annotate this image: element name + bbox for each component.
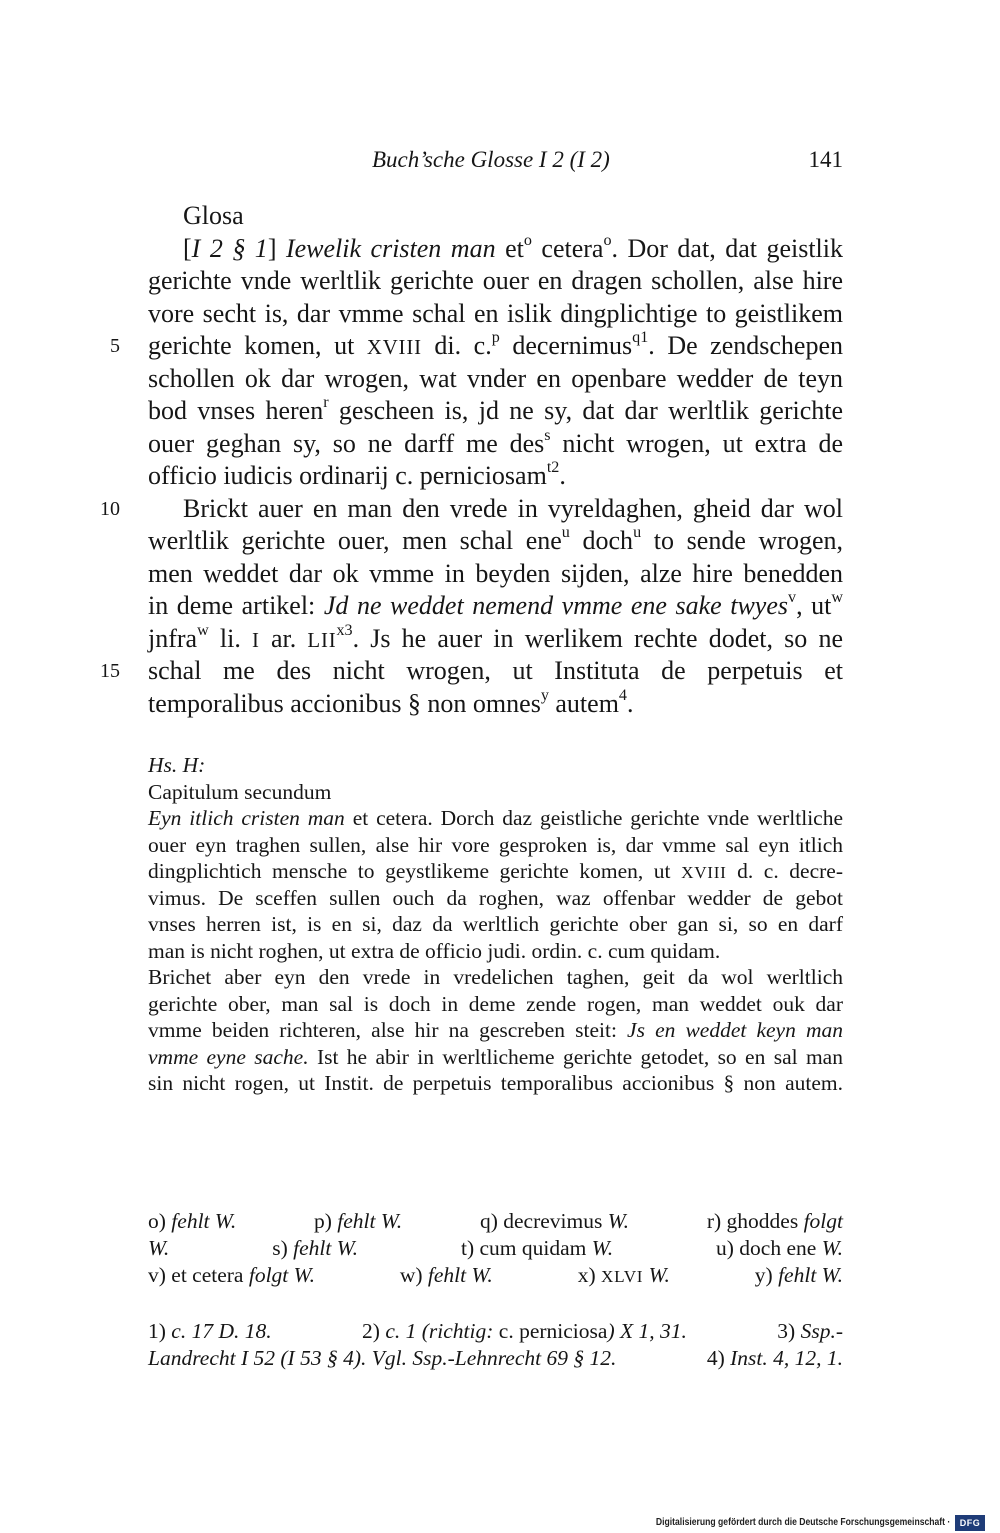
note-marker: y xyxy=(540,686,549,704)
text-run: werltlik gerichte ouer, men schal ene xyxy=(148,526,562,555)
text-run: temporalibus accionibus § non omnes xyxy=(148,688,541,718)
text-run: gerichte vnde werltlik gerichte ouer en dragen schollen, alse hire xyxy=(148,266,843,295)
text-run: . Js he auer in werlikem rechte dodet, so ne xyxy=(352,623,843,653)
manuscript-label: Hs. H: xyxy=(148,753,206,777)
text-run: gerichte ober, man sal is doch in deme zende rogen, man weddet ouk dar xyxy=(148,991,843,1016)
text-run: 4) xyxy=(706,1346,731,1370)
text-run: et cetera. Dorch daz geistliche gerichte vnde werltliche xyxy=(344,806,844,830)
text-run: . De zendschepen xyxy=(648,331,843,360)
gloss-text xyxy=(100,200,844,720)
page-number: 141 xyxy=(808,147,843,172)
italic-run: fehlt W. xyxy=(171,1209,237,1233)
text-run: ar. xyxy=(259,623,308,653)
gloss-line-12 xyxy=(148,590,843,623)
text-run: sin nicht rogen, ut Instit. de perpetuis temporalibus accionibus § non autem. xyxy=(148,1071,843,1095)
text-run: autem xyxy=(548,688,619,718)
italic-run: W. xyxy=(148,1236,170,1260)
hs-line-7 xyxy=(148,964,843,991)
text-run: gerichte komen, ut xyxy=(148,331,367,360)
italic-run: Iewelik cristen man xyxy=(285,233,496,263)
text-run: o) xyxy=(148,1209,172,1233)
italic-run: fehlt W. xyxy=(427,1263,493,1287)
source-note xyxy=(777,1318,843,1345)
apparatus-note xyxy=(148,1262,315,1289)
dfg-logo: DFG xyxy=(955,1515,985,1531)
text-run: bod vnses heren xyxy=(148,396,324,425)
italic-run: W. xyxy=(643,1263,670,1287)
gloss-line-14 xyxy=(100,655,843,688)
text-run: nicht wrogen, ut extra de xyxy=(550,428,843,458)
text-run: x) xyxy=(577,1263,601,1287)
text-run: v) et cetera xyxy=(148,1263,249,1287)
hs-line-2 xyxy=(148,832,843,859)
gloss-line-6 xyxy=(148,395,843,428)
text-run: . xyxy=(559,461,566,490)
manuscript-h-text xyxy=(148,752,843,1097)
italic-run: fehlt W. xyxy=(337,1209,403,1233)
gloss-line-5 xyxy=(148,363,843,396)
text-run: officio iudicis ordinarij c. perniciosam xyxy=(148,461,547,490)
note-marker: t2 xyxy=(546,459,560,477)
text-run: [ xyxy=(183,233,192,263)
text-run: 3) xyxy=(777,1319,801,1343)
apparatus-note xyxy=(480,1208,629,1235)
hs-line-11 xyxy=(148,1070,843,1097)
line-number: 5 xyxy=(110,335,120,357)
apparatus-note xyxy=(148,1208,236,1235)
note-marker: w xyxy=(197,621,209,639)
hs-line-1 xyxy=(148,805,843,832)
text-run: decernimus xyxy=(499,331,633,360)
italic-run: W. xyxy=(821,1236,843,1260)
small-caps-run: LII xyxy=(307,628,337,652)
text-run: u) doch ene xyxy=(716,1236,822,1260)
text-run: ] xyxy=(267,233,286,263)
italic-run: fehlt W. xyxy=(778,1263,843,1287)
text-run: Brichet aber eyn den vrede in vredelichen taghen, geit da wol werltlich xyxy=(148,965,843,989)
italic-run: Ssp.- xyxy=(800,1319,843,1343)
text-run: et xyxy=(495,233,524,263)
text-run: w) xyxy=(399,1263,428,1287)
apparatus-line xyxy=(148,1235,843,1262)
italic-run: vmme eyne sache. xyxy=(148,1044,309,1069)
text-run: , ut xyxy=(796,591,832,620)
apparatus-note xyxy=(148,1235,169,1262)
hs-line-8 xyxy=(148,991,843,1018)
gloss-line-3 xyxy=(148,298,843,331)
note-marker: u xyxy=(561,524,570,542)
text-run: c. perniciosa xyxy=(498,1319,608,1343)
source-note xyxy=(362,1318,687,1345)
italic-run: ) X 1, 31. xyxy=(607,1319,687,1343)
gloss-line-7 xyxy=(148,428,843,461)
hs-line-3 xyxy=(148,858,843,885)
italic-run: Js en weddet keyn man xyxy=(627,1018,843,1042)
italic-run: Inst. 4, 12, 1. xyxy=(730,1346,843,1370)
gloss-line-15 xyxy=(148,688,843,721)
hs-line-5 xyxy=(148,911,843,938)
apparatus-note xyxy=(716,1235,843,1262)
italic-run: I 2 § 1 xyxy=(191,233,268,263)
hs-line-4 xyxy=(148,885,843,912)
text-run: q) decrevimus xyxy=(479,1209,608,1233)
text-run: men weddet dar ok vmme in beyden sijden, alze hire benedden xyxy=(148,558,843,588)
italic-run: W. xyxy=(607,1209,630,1233)
text-run: to sende wrogen, xyxy=(641,526,843,555)
text-run: in deme artikel: xyxy=(148,591,324,620)
italic-run: c. 17 D. 18. xyxy=(171,1319,272,1343)
gloss-line-13 xyxy=(148,623,843,656)
italic-run: folgt W. xyxy=(248,1263,315,1287)
text-run: y) xyxy=(754,1263,779,1287)
text-run: ouer eyn traghen sullen, alse hir vore gesproken is, dar vmme sal eyn itlich xyxy=(148,832,843,857)
text-run: man is nicht roghen, ut extra de officio judi. ordin. c. cum quidam. xyxy=(148,938,721,963)
text-run: d. c. decre- xyxy=(726,859,843,883)
italic-run: Eyn itlich cristen man xyxy=(148,806,345,830)
apparatus-note xyxy=(314,1208,402,1235)
running-title: Buch’sche Glosse I 2 (I 2) xyxy=(372,147,610,172)
gloss-line-4 xyxy=(110,329,843,363)
text-run: gescheen is, jd ne sy, dat dar werltlik gerichte xyxy=(328,396,844,425)
italic-run: c. 1 (richtig: xyxy=(385,1319,499,1343)
source-notes xyxy=(148,1318,843,1372)
hs-line-9 xyxy=(148,1017,843,1044)
small-caps-run: XVIII xyxy=(366,336,422,359)
source-note xyxy=(707,1345,843,1372)
source-note xyxy=(148,1318,272,1345)
text-run: di. c. xyxy=(421,331,492,360)
gloss-line-2 xyxy=(148,265,843,298)
text-run: 2) xyxy=(362,1319,386,1343)
apparatus-note xyxy=(578,1262,670,1289)
italic-run: fehlt W. xyxy=(293,1236,359,1260)
text-run: ouer geghan sy, so ne darff me des xyxy=(148,428,545,458)
text-run: p) xyxy=(313,1209,338,1233)
text-run: vnses herren ist, is en si, daz da werltlich gerichte ober gan si, so en darf xyxy=(148,912,843,936)
note-marker: o xyxy=(523,231,532,249)
digitization-credit: Digitalisierung gefördert durch die Deutsche Forschungsgemeinschaft · xyxy=(655,1517,950,1528)
apparatus-note xyxy=(461,1235,613,1262)
note-marker: w xyxy=(831,589,843,607)
text-run: s) xyxy=(272,1236,294,1260)
text-run: doch xyxy=(569,526,634,555)
note-marker: q1 xyxy=(632,329,649,347)
text-run: schal me des nicht wrogen, ut Instituta de perpetuis et xyxy=(148,656,843,685)
line-number: 15 xyxy=(100,660,120,682)
apparatus-line xyxy=(148,1262,843,1289)
text-run: Ist he abir in werltlicheme gerichte getodet, so en sal man xyxy=(308,1044,843,1069)
text-run: cetera xyxy=(531,233,604,263)
text-run: jnfra xyxy=(148,623,198,653)
note-marker: r xyxy=(323,394,329,412)
source-note xyxy=(148,1345,616,1372)
text-run: r) ghoddes xyxy=(706,1209,804,1233)
line-number: 10 xyxy=(100,497,120,520)
apparatus-note xyxy=(400,1262,493,1289)
text-run: Brickt auer en man den vrede in vyreldaghen, gheid dar wol xyxy=(183,493,843,523)
gloss-line-9 xyxy=(100,493,843,526)
note-marker: o xyxy=(603,231,612,249)
gloss-line-1 xyxy=(148,233,843,266)
hs-line-6 xyxy=(148,938,843,965)
text-run: vmme beiden richteren, alse hir na gescreben steit: xyxy=(148,1018,628,1042)
text-run: vimus. De sceffen sullen ouch da roghen, waz offenbar wedder de gebot xyxy=(148,885,843,910)
italic-run: Landrecht I 52 (I 53 § 4). Vgl. Ssp.-Lehnrecht 69 § 12. xyxy=(148,1346,617,1370)
source-note-line xyxy=(148,1345,843,1372)
gloss-line-11 xyxy=(148,558,843,591)
text-run: schollen ok dar wrogen, wat vnder en openbare wedder de teyn xyxy=(148,363,843,393)
apparatus-note xyxy=(272,1235,358,1262)
source-note-line xyxy=(148,1318,843,1345)
gloss-line-8 xyxy=(148,460,843,493)
text-run: li. xyxy=(208,623,253,653)
italic-run: W. xyxy=(591,1236,614,1260)
chapter-title: Capitulum secundum xyxy=(148,779,332,804)
text-run: t) cum quidam xyxy=(461,1236,592,1260)
gloss-heading: Glosa xyxy=(183,201,244,230)
apparatus-note xyxy=(755,1262,843,1289)
apparatus-note xyxy=(707,1208,843,1235)
italic-run: folgt xyxy=(803,1209,843,1233)
gloss-line-10 xyxy=(148,525,843,558)
hs-line-10 xyxy=(148,1044,843,1071)
note-marker: x3 xyxy=(336,621,353,639)
small-caps-run: XVIII xyxy=(681,863,727,882)
note-marker: u xyxy=(633,524,642,542)
critical-apparatus xyxy=(148,1208,843,1289)
text-run: vore secht is, dar vmme schal en islik dingplichtige to geistlikem xyxy=(148,298,843,328)
note-marker: p xyxy=(491,329,500,347)
text-run: . Dor dat, dat geistlik xyxy=(611,233,844,263)
small-caps-run: XLVI xyxy=(600,1267,644,1286)
small-caps-run: I xyxy=(252,628,260,652)
text-run: 1) xyxy=(148,1319,172,1343)
apparatus-line xyxy=(148,1208,843,1235)
italic-run: Jd ne weddet nemend vmme ene sake twyes xyxy=(323,591,788,620)
note-marker: v xyxy=(788,589,797,607)
text-run: dingplichtich mensche to geystlikeme gerichte komen, ut xyxy=(148,859,682,883)
note-marker: s xyxy=(544,426,551,444)
text-run: . xyxy=(626,688,634,718)
note-marker: 4 xyxy=(618,686,627,704)
